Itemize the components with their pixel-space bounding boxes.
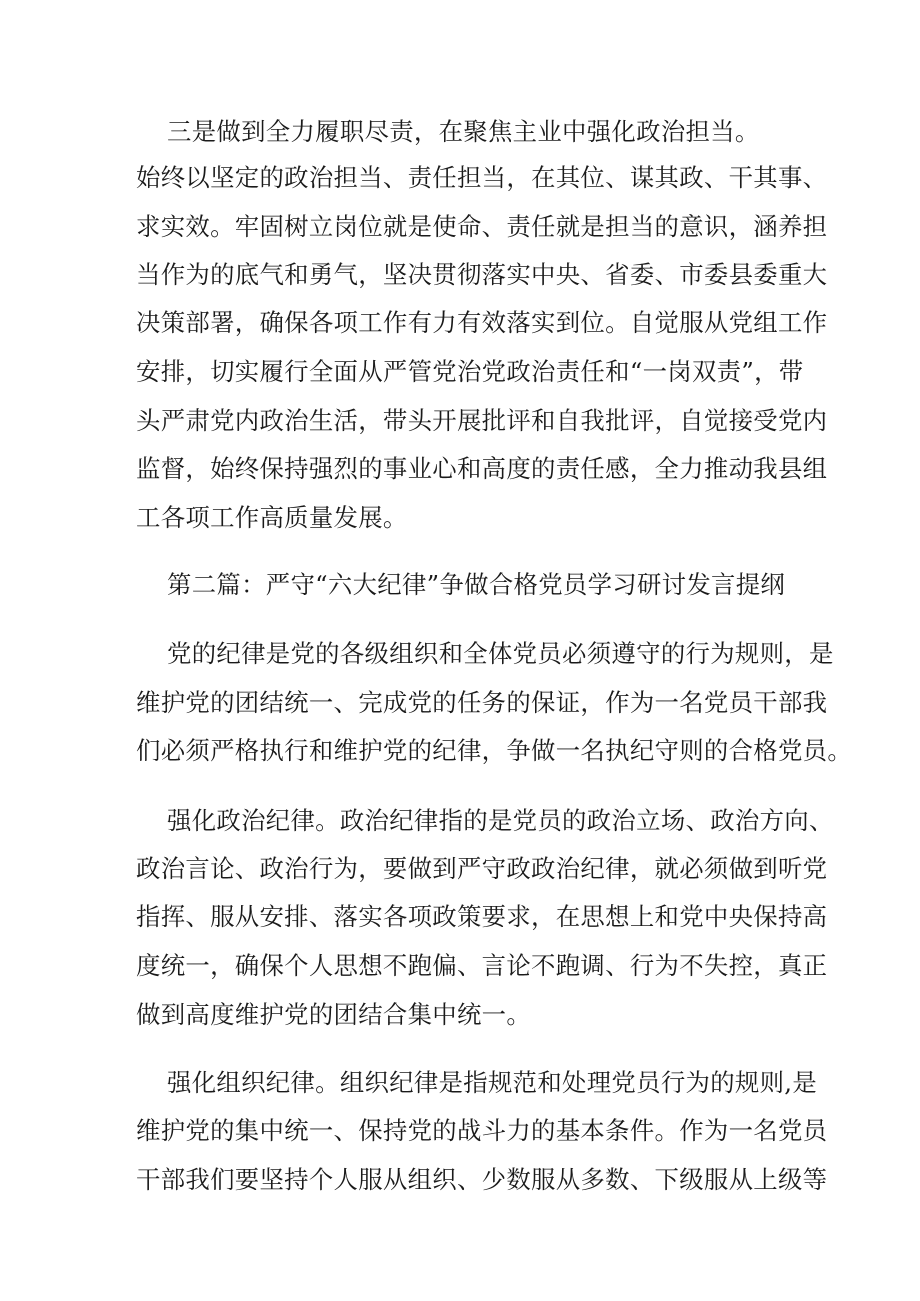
section-heading: 第二篇：严守“六大纪律”争做合格党员学习研讨发言提纲 <box>167 570 786 599</box>
paragraph-3-line-1: 强化政治纪律。政治纪律指的是党员的政治立场、政治方向、 <box>167 806 834 835</box>
paragraph-2-line-3: 们必须严格执行和维护党的纪律，争做一名执纪守则的合格党员。 <box>136 736 853 765</box>
paragraph-1-line-4: 当作为的底气和勇气，坚决贯彻落实中央、省委、市委县委重大 <box>136 260 828 289</box>
paragraph-4-line-1: 强化组织纪律。组织纪律是指规范和处理党员行为的规则,是 <box>167 1068 818 1097</box>
paragraph-1-line-7: 头严肃党内政治生活，带头开展批评和自我批评，自觉接受党内 <box>136 406 828 435</box>
paragraph-1-line-8: 监督，始终保持强烈的事业心和高度的责任感，全力推动我县组 <box>136 454 828 483</box>
paragraph-1-line-5: 决策部署，确保各项工作有力有效落实到位。自觉服从党组工作 <box>136 308 828 337</box>
paragraph-2-line-2: 维护党的团结统一、完成党的任务的保证，作为一名党员干部我 <box>136 688 828 717</box>
paragraph-1-line-9: 工各项工作高质量发展。 <box>136 503 408 532</box>
paragraph-4-line-3: 干部我们要坚持个人服从组织、少数服从多数、下级服从上级等 <box>136 1165 828 1194</box>
paragraph-4-line-2: 维护党的集中统一、保持党的战斗力的基本条件。作为一名党员 <box>136 1116 828 1145</box>
paragraph-1-line-3: 求实效。牢固树立岗位就是使命、责任就是担当的意识，涵养担 <box>136 212 828 241</box>
paragraph-3-line-4: 度统一，确保个人思想不跑偏、言论不跑调、行为不失控，真正 <box>136 951 828 980</box>
paragraph-3-line-3: 指挥、服从安排、落实各项政策要求，在思想上和党中央保持高 <box>136 902 828 931</box>
paragraph-1-line-1: 三是做到全力履职尽责，在聚焦主业中强化政治担当。 <box>167 117 760 146</box>
paragraph-1-line-6: 安排，切实履行全面从严管党治党政治责任和“一岗双责”，带 <box>136 357 804 386</box>
paragraph-3-line-2: 政治言论、政治行为，要做到严守政政治纪律，就必须做到听党 <box>136 854 828 883</box>
paragraph-1-line-2: 始终以坚定的政治担当、责任担当，在其位、谋其政、干其事、 <box>136 163 828 192</box>
paragraph-2-line-1: 党的纪律是党的各级组织和全体党员必须遵守的行为规则，是 <box>167 639 834 668</box>
paragraph-3-line-5: 做到高度维护党的团结合集中统一。 <box>136 1000 532 1029</box>
